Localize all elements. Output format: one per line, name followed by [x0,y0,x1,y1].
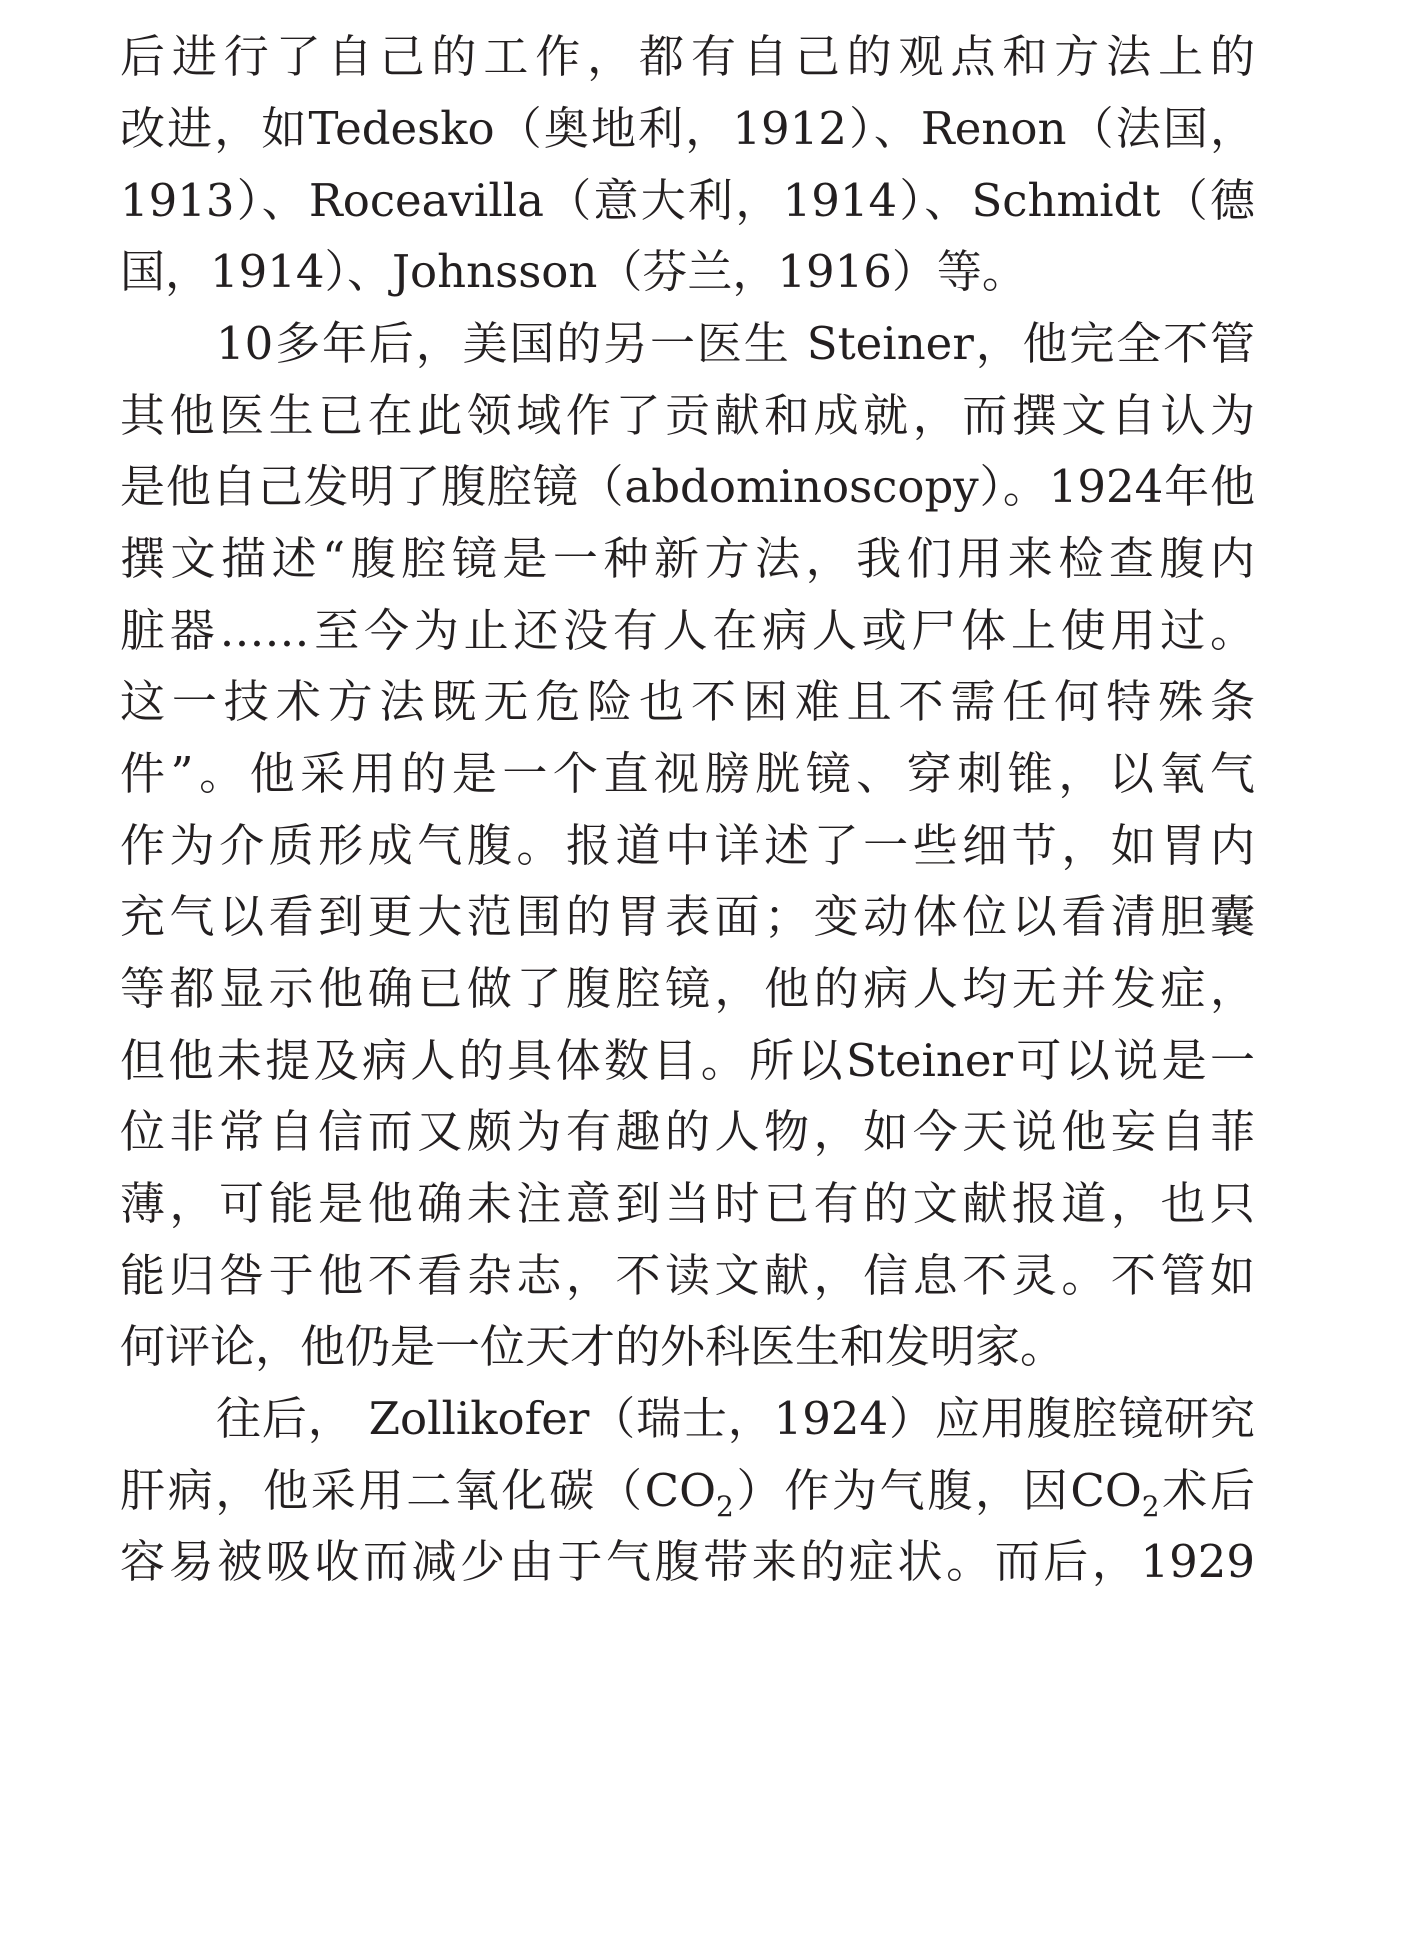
paragraph-first-line: 往后， Zollikofer（瑞士，1924）应用腹腔镜研究 [216,1392,1255,1445]
text-line: 能归咎于他不看杂志，不读文献，信息不灵。不管如 [120,1249,1255,1302]
text-line: 1913）、Roceavilla（意大利，1914）、Schmidt（德 [120,174,1255,227]
text-line: 何评论，他仍是一位天才的外科医生和发明家。 [120,1320,1066,1373]
text-line: 其他医生已在此领域作了贡献和成就，而撰文自认为 [120,389,1255,442]
text-line: 这一技术方法既无危险也不困难且不需任何特殊条 [120,675,1255,728]
text-line: 脏器……至今为止还没有人在病人或尸体上使用过。 [120,604,1255,657]
text-line: 等都显示他确已做了腹腔镜，他的病人均无并发症， [120,962,1255,1015]
subscript: 2 [716,1490,734,1523]
text-line: 充气以看到更大范围的胃表面；变动体位以看清胆囊 [120,890,1255,943]
text-line: 但他未提及病人的具体数目。所以Steiner可以说是一 [120,1034,1255,1087]
text-line: 是他自己发明了腹腔镜（abdominoscopy）。1924年他 [120,460,1255,513]
text-line: 位非常自信而又颇为有趣的人物，如今天说他妄自菲 [120,1105,1255,1158]
text-line: 后进行了自己的工作，都有自己的观点和方法上的 [120,30,1255,83]
paragraph-first-line: 10多年后，美国的另一医生 Steiner，他完全不管 [216,317,1255,370]
subscript: 2 [1141,1490,1160,1523]
text-segment: 术后 [1159,1464,1255,1517]
text-line: 容易被吸收而减少由于气腹带来的症状。而后，1929 [120,1535,1255,1588]
text-line: 改进，如Tedesko（奥地利，1912）、Renon（法国， [120,102,1255,155]
text-line: 撰文描述“腹腔镜是一种新方法，我们用来检查腹内 [120,532,1255,585]
text-line: 作为介质形成气腹。报道中详述了一些细节，如胃内 [120,819,1255,872]
text-line: 国，1914）、Johnsson（芬兰，1916）等。 [120,245,1027,298]
text-line: 薄，可能是他确未注意到当时已有的文献报道，也只 [120,1177,1255,1230]
text-line: 件”。他采用的是一个直视膀胱镜、穿刺锥，以氧气 [120,747,1255,800]
text-segment: ）作为气腹，因CO [733,1464,1142,1517]
text-segment: 肝病，他采用二氧化碳（CO [120,1464,717,1517]
